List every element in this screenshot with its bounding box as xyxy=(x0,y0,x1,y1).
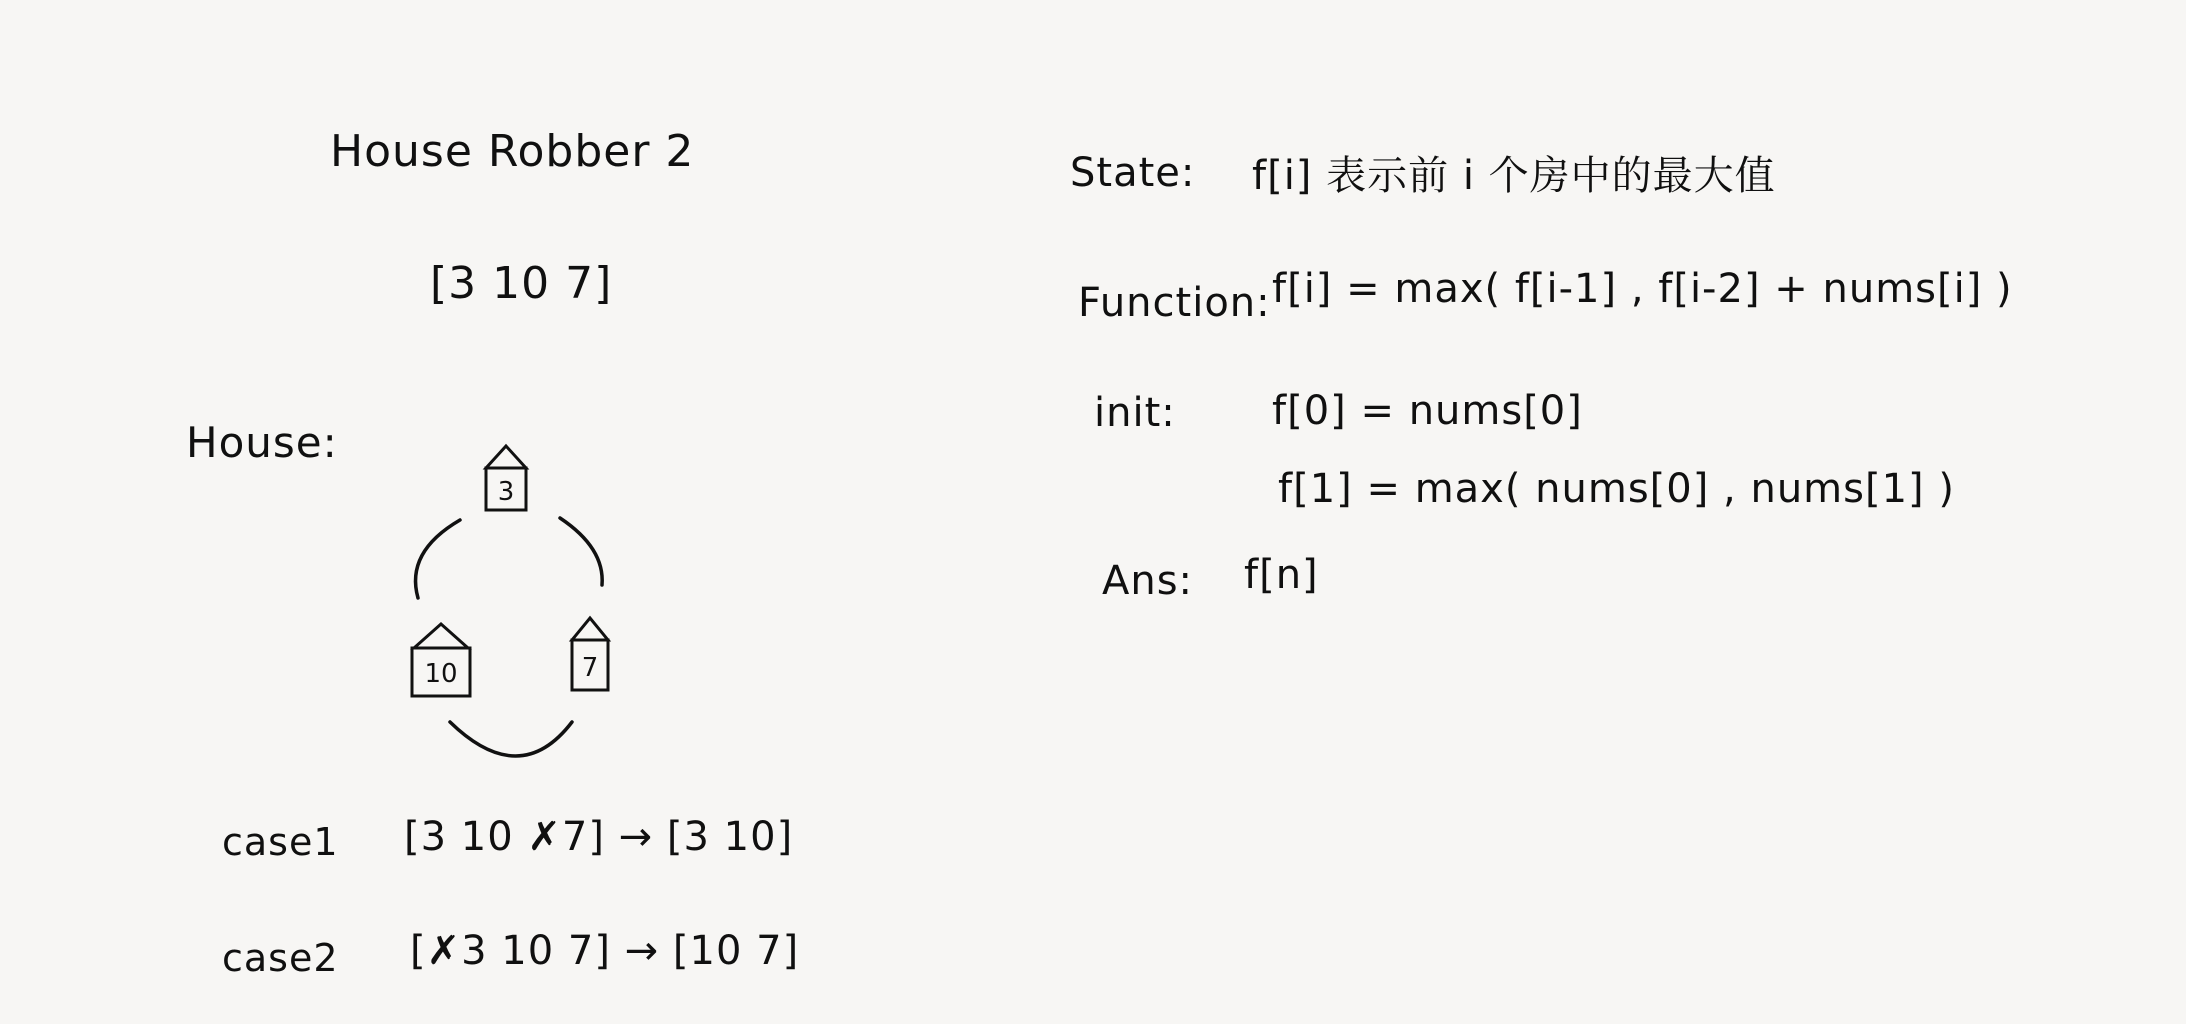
house-value-left: 10 xyxy=(424,659,458,689)
ans-label: Ans: xyxy=(1102,558,1194,604)
ring-arc-right xyxy=(560,518,602,585)
example-array: [3 10 7] xyxy=(430,258,613,309)
init-line-1: f[0] = nums[0] xyxy=(1272,388,1583,434)
note-title: House Robber 2 xyxy=(330,126,695,177)
function-text: f[i] = max( f[i-1] , f[i-2] + nums[i] ) xyxy=(1272,266,2013,312)
init-line-2: f[1] = max( nums[0] , nums[1] ) xyxy=(1278,466,1955,512)
house-icon-left xyxy=(412,624,470,696)
house-value-right: 7 xyxy=(581,653,599,683)
house-icon-right xyxy=(572,618,608,690)
house-value-top: 3 xyxy=(497,477,515,507)
house-icon-top xyxy=(486,446,526,510)
case1-expression: [3 10 ✗7] → [3 10] xyxy=(404,814,794,860)
state-label: State: xyxy=(1070,150,1196,196)
case1-label: case1 xyxy=(222,820,339,864)
house-label: House: xyxy=(186,418,338,467)
ring-arc-bottom xyxy=(450,722,572,756)
case2-expression: [✗3 10 7] → [10 7] xyxy=(410,928,800,974)
state-text: f[i] 表示前 i 个房中的最大值 xyxy=(1252,153,1776,199)
init-label: init: xyxy=(1094,390,1176,436)
ans-text: f[n] xyxy=(1244,552,1319,598)
case2-label: case2 xyxy=(222,936,339,980)
function-label: Function: xyxy=(1078,280,1271,326)
ring-arc-left xyxy=(416,520,460,598)
